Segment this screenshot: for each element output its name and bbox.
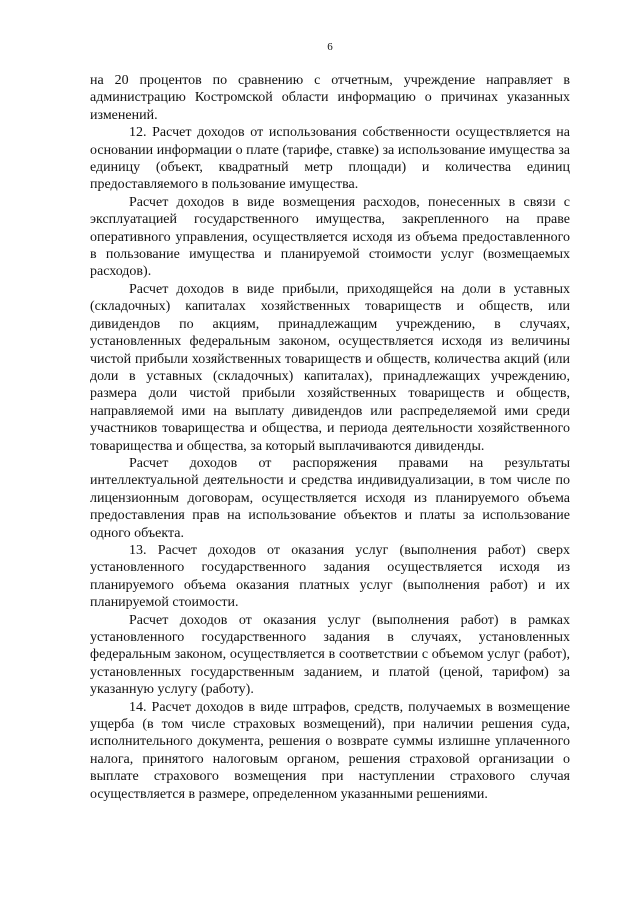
paragraph-intellectual-property: Расчет доходов от распоряжения правами на результаты интеллектуальной деятельности и средства индивидуализации, в том числе по лицензионным договорам, осуществляется исходя из планируемого объема предоставления прав на использование объектов и платы за использование одного объекта. (90, 455, 570, 541)
page-number: 6 (327, 41, 333, 53)
paragraph-dividends: Расчет доходов в виде прибыли, приходящейся на доли в уставных (складочных) капиталах хозяйственных товариществ и обществ, или дивидендов по акциям, принадлежащим учреждению, в случаях, установленных федеральным законом, осуществляется исходя из величины чистой прибыли хозяйственных товариществ и обществ, количества акций (или доли в уставных (складочных) капиталах), принадлежащих учреждению, размера доли чистой прибыли хозяйственных товариществ и обществ, направляемой ими на выплату дивидендов или распределяемой ими среди участников товарищества и общества, и периода деятельности хозяйственного товарищества и общества, за который выплачиваются дивиденды. (90, 281, 570, 454)
paragraph-item-12: 12. Расчет доходов от использования собственности осуществляется на основании информации о плате (тарифе, ставке) за использование имущества за единицу (объект, квадратный метр площади) и количества единиц предоставляемого в пользование имущества. (90, 125, 570, 193)
paragraph-item-13: 13. Расчет доходов от оказания услуг (выполнения работ) сверх установленного государственного задания осуществляется исходя из планируемого объема оказания платных услуг (выполнения работ) и их планируемой стоимости. (90, 542, 570, 611)
paragraph-state-assignment-services: Расчет доходов от оказания услуг (выполнения работ) в рамках установленного государственного задания в случаях, установленных федеральным законом, осуществляется в соответствии с объемом услуг (работ), установленных государственным заданием, и платой (ценой, тарифом) за указанную услугу (работу). (90, 612, 570, 698)
paragraph-continuation: на 20 процентов по сравнению с отчетным, учреждение направляет в администрацию Костромской области информацию о причинах указанных изменений. (90, 73, 570, 123)
paragraph-item-14: 14. Расчет доходов в виде штрафов, средств, получаемых в возмещение ущерба (в том числе страховых возмещений), при наличии решения суда, исполнительного документа, решения о возврате суммы излишне уплаченного налога, принятого налоговым органом, решения страховой организации о выплате страхового возмещения при наступлении страхового случая осуществляется в размере, определенном указанными решениями. (90, 699, 570, 802)
paragraph-cost-reimbursement: Расчет доходов в виде возмещения расходов, понесенных в связи с эксплуатацией государственного имущества, закрепленного на праве оперативного управления, осуществляется исходя из объема предоставленного в пользование имущества и планируемой стоимости услуг (возмещаемых расходов). (90, 194, 570, 280)
document-body (90, 72, 570, 803)
